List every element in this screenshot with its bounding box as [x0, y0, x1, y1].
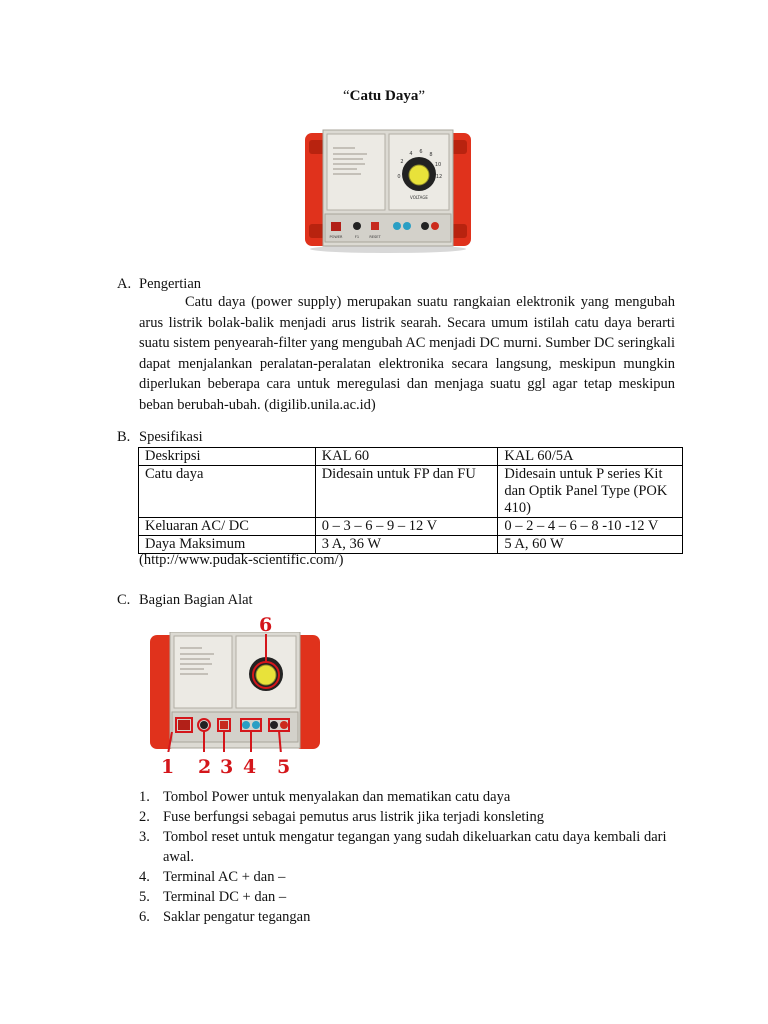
table-cell: Daya Maksimum: [139, 536, 316, 554]
pengertian-text: Catu daya (power supply) merupakan suatu rangkaian elektronik yang mengubah arus listrik bolak-balik menjadi arus listrik searah. Secara umum istilah catu daya berarti suatu sistem penyearah-filter yang mengubah AC menjadi DC murni. Sumber DC seringkali dapat menjalankan peralatan-peralatan elektronika secara langsung, meskipun mungkin diperlukan beberapa cara untuk meregulasi dan menjaga suatu ggl agar tetap meskipun beban berubah-ubah. (digilib.unila.ac.id): [139, 294, 675, 413]
title-open-quote: “: [342, 88, 350, 104]
table-cell: Didesain untuk P series Kit dan Optik Panel Type (POK 410): [498, 466, 683, 518]
callout-6: 6: [259, 614, 273, 636]
callout-2: 2: [198, 756, 212, 778]
device-label-reset: RESET: [369, 235, 381, 239]
table-cell: Didesain untuk FP dan FU: [315, 466, 498, 518]
power-supply-parts-image: [150, 632, 320, 752]
section-a-letter: A.: [117, 276, 132, 292]
dial-tick-10: 10: [434, 162, 442, 168]
list-item: 2. Fuse berfungsi sebagai pemutus arus listrik jika terjadi konsleting: [139, 809, 544, 825]
table-cell: 0 – 3 – 6 – 9 – 12 V: [315, 518, 498, 536]
title-text: Catu Daya: [349, 88, 419, 104]
section-a-heading: [117, 276, 201, 293]
device-label-power: POWER: [329, 235, 343, 239]
table-cell: Catu daya: [139, 466, 316, 518]
table-row: [139, 518, 683, 536]
list-item: 5. Terminal DC + dan –: [139, 889, 287, 905]
table-cell: 5 A, 60 W: [498, 536, 683, 554]
title-close-quote: ”: [418, 88, 426, 104]
spec-source: (http://www.pudak-scientific.com/): [139, 552, 344, 568]
table-header-cell: Deskripsi: [139, 448, 316, 466]
dial-tick-12: 12: [435, 174, 443, 180]
dial-tick-6: 6: [419, 149, 423, 155]
list-item: 3. Tombol reset untuk mengatur tegangan yang sudah dikeluarkan catu daya kembali dari awal.: [139, 829, 667, 865]
table-header-cell: KAL 60/5A: [498, 448, 683, 466]
list-item: 6. Saklar pengatur tegangan: [139, 909, 311, 925]
list-item: 4. Terminal AC + dan –: [139, 869, 286, 885]
table-cell: 0 – 2 – 4 – 6 – 8 -10 -12 V: [498, 518, 683, 536]
dial-tick-4: 4: [409, 151, 413, 157]
callout-3: 3: [220, 756, 234, 778]
callout-5: 5: [277, 756, 291, 778]
table-cell: Keluaran AC/ DC: [139, 518, 316, 536]
device-label-f1: F1: [354, 235, 360, 239]
table-cell: 3 A, 36 W: [315, 536, 498, 554]
table-row: [139, 536, 683, 554]
section-b-title: Spesifikasi: [139, 429, 203, 445]
section-a-paragraph: [139, 292, 675, 415]
section-a-title: Pengertian: [139, 276, 202, 292]
dial-tick-8: 8: [429, 152, 433, 158]
dial-tick-0: 0: [397, 174, 401, 180]
spec-table: [138, 447, 683, 554]
table-header-row: [139, 448, 683, 466]
list-item: 1. Tombol Power untuk menyalakan dan mematikan catu daya: [139, 789, 511, 805]
section-b-letter: B.: [117, 429, 131, 445]
table-row: [139, 466, 683, 518]
table-header-cell: KAL 60: [315, 448, 498, 466]
callout-4: 4: [243, 756, 257, 778]
section-c-title: Bagian Bagian Alat: [139, 592, 253, 608]
page-title: [0, 88, 768, 105]
dial-label: VOLTAGE: [410, 195, 428, 200]
callout-1: 1: [161, 756, 175, 778]
power-supply-image: [305, 128, 471, 254]
section-b-heading: [117, 429, 203, 446]
section-c-heading: [117, 592, 253, 609]
section-c-letter: C.: [117, 592, 131, 608]
dial-tick-2: 2: [400, 159, 404, 165]
parts-list: [139, 787, 684, 927]
